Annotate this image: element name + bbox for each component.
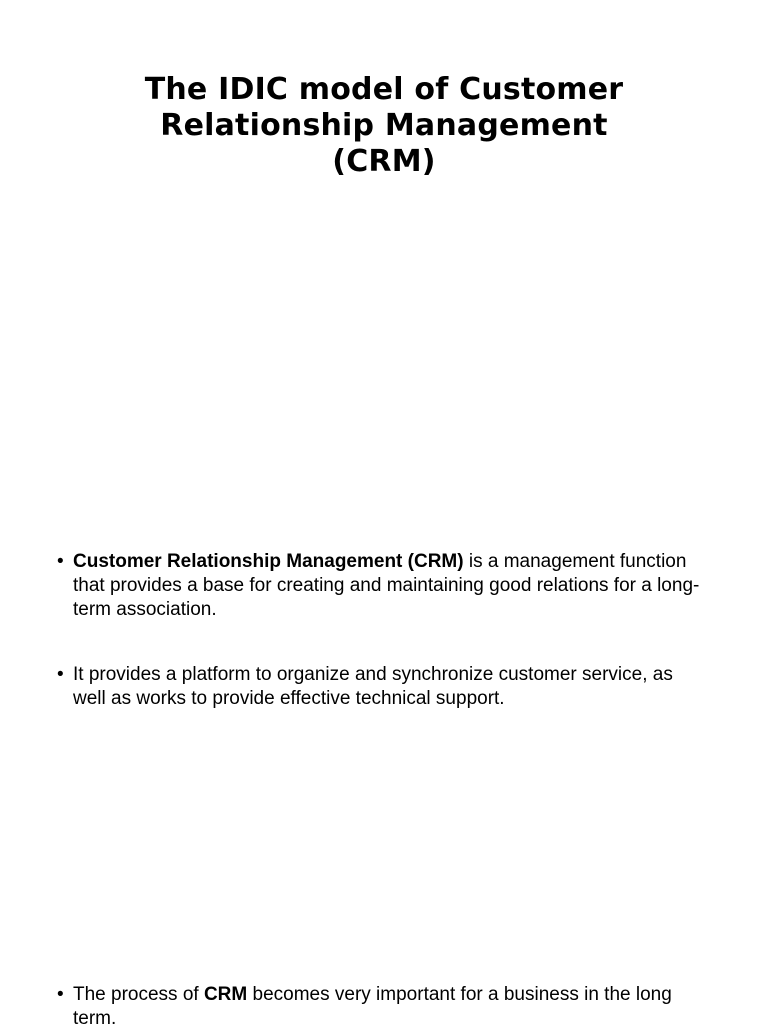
bullet-text: It provides a platform to organize and synchronize customer service, as well as works to provide effective technical support.	[73, 664, 673, 709]
title-line-1: The IDIC model of Customer	[144, 72, 624, 107]
bullet-list-1	[57, 550, 707, 622]
bullet-text-before: The process of	[73, 984, 204, 1005]
bullet-list-2	[57, 663, 707, 711]
bullet-crm-definition	[57, 550, 707, 622]
bullet-bold-term: CRM	[203, 984, 248, 1005]
bullet-marker: •	[57, 984, 64, 1005]
bullet-text-after: becomes very important for a business in the long term.	[73, 984, 672, 1029]
bullet-text: is a management function that provides a base for creating and maintaining good relations for a long-term association.	[73, 551, 700, 620]
bullet-marker: •	[57, 551, 64, 572]
title-line-2: Relationship Management	[160, 108, 608, 143]
bullet-bold-term: Customer Relationship Management (CRM)	[73, 551, 464, 572]
bullet-marker: •	[57, 664, 64, 685]
title-line-3: (CRM)	[332, 144, 436, 179]
slide-title	[60, 72, 708, 180]
bullet-crm-platform	[57, 663, 707, 711]
